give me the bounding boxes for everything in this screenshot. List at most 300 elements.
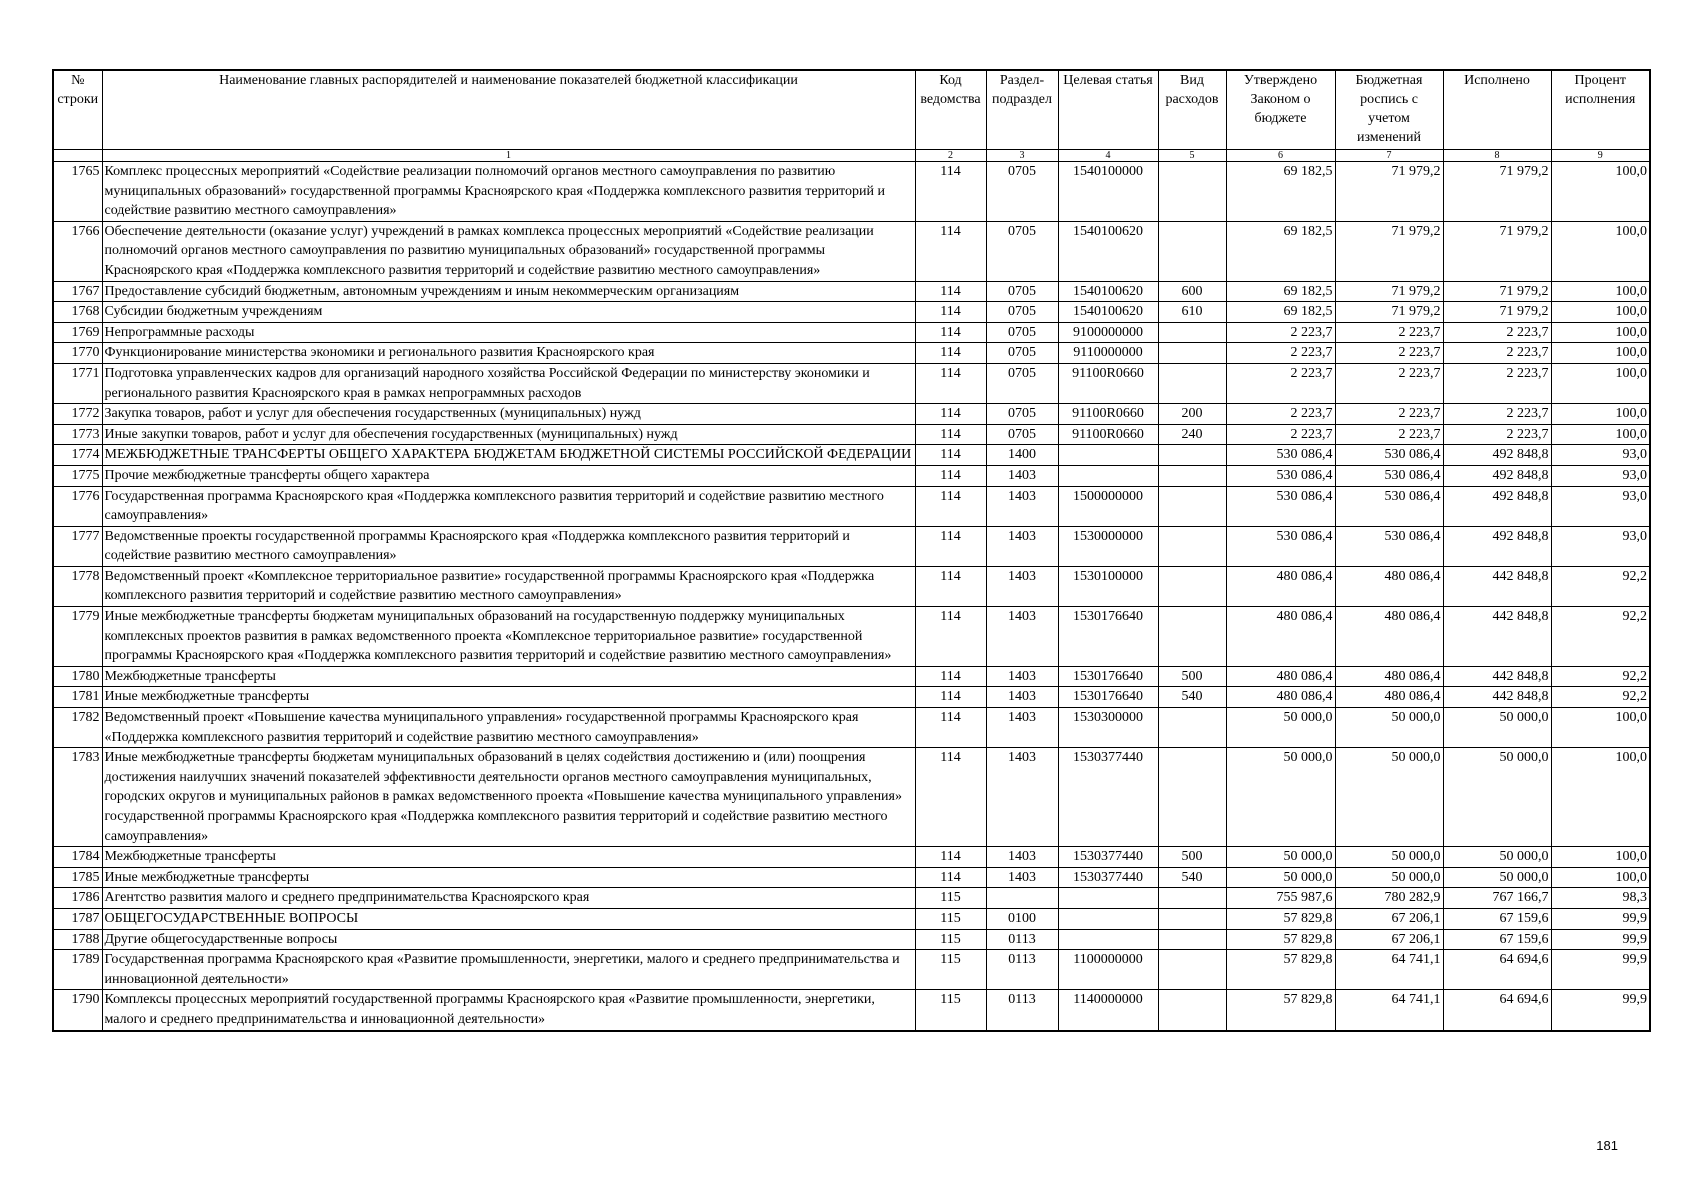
executed-amount: 67 159,6	[1443, 929, 1551, 950]
header-expense-type: Вид расходов	[1158, 70, 1226, 150]
table-row	[53, 666, 1650, 687]
execution-percent: 92,2	[1551, 566, 1650, 606]
approved-amount: 57 829,8	[1226, 908, 1335, 929]
executed-amount: 67 159,6	[1443, 908, 1551, 929]
department-code: 114	[915, 526, 986, 566]
target-article: 1530176640	[1058, 687, 1158, 708]
executed-amount: 442 848,8	[1443, 566, 1551, 606]
section-code: 0705	[986, 322, 1058, 343]
expense-type	[1158, 566, 1226, 606]
section-code: 0705	[986, 302, 1058, 323]
column-number: 3	[986, 150, 1058, 162]
approved-amount: 69 182,5	[1226, 302, 1335, 323]
row-number: 1781	[53, 687, 102, 708]
budget-schedule-amount: 480 086,4	[1335, 566, 1443, 606]
execution-percent: 99,9	[1551, 908, 1650, 929]
expense-type	[1158, 486, 1226, 526]
target-article: 9100000000	[1058, 322, 1158, 343]
expense-type: 200	[1158, 404, 1226, 425]
expense-type	[1158, 465, 1226, 486]
row-number: 1777	[53, 526, 102, 566]
execution-percent: 100,0	[1551, 322, 1650, 343]
row-name: Ведомственный проект «Комплексное территориальное развитие» государственной программы Красноярского края «Поддержка комплексного развития территорий и содействие развитию местного самоуправления»	[102, 566, 915, 606]
expense-type	[1158, 607, 1226, 667]
department-code: 114	[915, 363, 986, 403]
target-article: 1540100620	[1058, 221, 1158, 281]
target-article	[1058, 445, 1158, 466]
budget-schedule-amount: 480 086,4	[1335, 687, 1443, 708]
section-code: 1403	[986, 607, 1058, 667]
target-article: 1530100000	[1058, 566, 1158, 606]
row-number: 1783	[53, 748, 102, 847]
executed-amount: 50 000,0	[1443, 748, 1551, 847]
approved-amount: 69 182,5	[1226, 221, 1335, 281]
row-number: 1780	[53, 666, 102, 687]
target-article: 1530377440	[1058, 847, 1158, 868]
budget-schedule-amount: 67 206,1	[1335, 908, 1443, 929]
approved-amount: 69 182,5	[1226, 281, 1335, 302]
row-number: 1771	[53, 363, 102, 403]
department-code: 114	[915, 708, 986, 748]
target-article: 1530176640	[1058, 607, 1158, 667]
target-article: 1530377440	[1058, 867, 1158, 888]
executed-amount: 64 694,6	[1443, 990, 1551, 1031]
target-article	[1058, 465, 1158, 486]
table-row	[53, 867, 1650, 888]
execution-percent: 93,0	[1551, 465, 1650, 486]
column-number: 8	[1443, 150, 1551, 162]
budget-schedule-amount: 2 223,7	[1335, 404, 1443, 425]
section-code: 0113	[986, 929, 1058, 950]
row-name: Функционирование министерства экономики и регионального развития Красноярского края	[102, 343, 915, 364]
executed-amount: 50 000,0	[1443, 708, 1551, 748]
approved-amount: 50 000,0	[1226, 748, 1335, 847]
header-name: Наименование главных распорядителей и наименование показателей бюджетной классификации	[102, 70, 915, 150]
target-article: 1540100000	[1058, 162, 1158, 222]
row-name: Субсидии бюджетным учреждениям	[102, 302, 915, 323]
execution-percent: 98,3	[1551, 888, 1650, 909]
table-row	[53, 465, 1650, 486]
header-percent: Процент исполнения	[1551, 70, 1650, 150]
department-code: 114	[915, 424, 986, 445]
table-row	[53, 363, 1650, 403]
row-name: Ведомственный проект «Повышение качества муниципального управления» государственной программы Красноярского края «Поддержка комплексного развития территорий и содействие развитию местного самоуправления»	[102, 708, 915, 748]
budget-schedule-amount: 71 979,2	[1335, 281, 1443, 302]
table-row	[53, 424, 1650, 445]
row-number: 1784	[53, 847, 102, 868]
header-target-article: Целевая статья	[1058, 70, 1158, 150]
executed-amount: 2 223,7	[1443, 404, 1551, 425]
expense-type	[1158, 343, 1226, 364]
section-code: 1403	[986, 847, 1058, 868]
table-row	[53, 888, 1650, 909]
execution-percent: 92,2	[1551, 607, 1650, 667]
section-code: 0705	[986, 162, 1058, 222]
row-name: Непрограммные расходы	[102, 322, 915, 343]
row-number: 1788	[53, 929, 102, 950]
section-code: 1403	[986, 465, 1058, 486]
section-code: 0705	[986, 221, 1058, 281]
table-row	[53, 322, 1650, 343]
approved-amount: 2 223,7	[1226, 404, 1335, 425]
header-section: Раздел-подраздел	[986, 70, 1058, 150]
row-number: 1779	[53, 607, 102, 667]
row-name: Ведомственные проекты государственной программы Красноярского края «Поддержка комплексного развития территорий и содействие развитию местного самоуправления»	[102, 526, 915, 566]
expense-type	[1158, 908, 1226, 929]
row-name: Иные межбюджетные трансферты бюджетам муниципальных образований на государственную поддержку муниципальных комплексных проектов развития в рамках ведомственного проекта «Комплексное территориальное развитие» государственной программы Красноярского края «Поддержка комплексного развития территорий и содействие развитию местного самоуправления»	[102, 607, 915, 667]
budget-schedule-amount: 50 000,0	[1335, 748, 1443, 847]
budget-schedule-amount: 480 086,4	[1335, 666, 1443, 687]
executed-amount: 492 848,8	[1443, 445, 1551, 466]
executed-amount: 50 000,0	[1443, 847, 1551, 868]
approved-amount: 57 829,8	[1226, 929, 1335, 950]
approved-amount: 2 223,7	[1226, 322, 1335, 343]
column-number: 7	[1335, 150, 1443, 162]
department-code: 114	[915, 607, 986, 667]
expense-type	[1158, 162, 1226, 222]
row-number: 1773	[53, 424, 102, 445]
budget-schedule-amount: 2 223,7	[1335, 322, 1443, 343]
row-number: 1768	[53, 302, 102, 323]
table-row	[53, 302, 1650, 323]
approved-amount: 2 223,7	[1226, 363, 1335, 403]
row-name: Предоставление субсидий бюджетным, автономным учреждениям и иным некоммерческим организациям	[102, 281, 915, 302]
header-approved: Утверждено Законом о бюджете	[1226, 70, 1335, 150]
table-row	[53, 950, 1650, 990]
execution-percent: 100,0	[1551, 404, 1650, 425]
budget-schedule-amount: 480 086,4	[1335, 607, 1443, 667]
target-article: 9110000000	[1058, 343, 1158, 364]
budget-schedule-amount: 71 979,2	[1335, 162, 1443, 222]
executed-amount: 50 000,0	[1443, 867, 1551, 888]
execution-percent: 100,0	[1551, 847, 1650, 868]
department-code: 114	[915, 445, 986, 466]
approved-amount: 57 829,8	[1226, 950, 1335, 990]
expense-type: 600	[1158, 281, 1226, 302]
approved-amount: 480 086,4	[1226, 607, 1335, 667]
row-number: 1770	[53, 343, 102, 364]
table-row	[53, 343, 1650, 364]
execution-percent: 92,2	[1551, 687, 1650, 708]
executed-amount: 71 979,2	[1443, 302, 1551, 323]
header-row	[53, 70, 1650, 150]
table-row	[53, 162, 1650, 222]
budget-schedule-amount: 780 282,9	[1335, 888, 1443, 909]
section-code	[986, 888, 1058, 909]
approved-amount: 50 000,0	[1226, 867, 1335, 888]
table-row	[53, 566, 1650, 606]
row-name: Подготовка управленческих кадров для организаций народного хозяйства Российской Федерации по министерству экономики и регионального развития Красноярского края в рамках непрограммных расходов	[102, 363, 915, 403]
column-number: 2	[915, 150, 986, 162]
execution-percent: 100,0	[1551, 748, 1650, 847]
executed-amount: 2 223,7	[1443, 343, 1551, 364]
table-row	[53, 281, 1650, 302]
row-number: 1765	[53, 162, 102, 222]
table-row	[53, 990, 1650, 1031]
table-header	[53, 70, 1650, 162]
execution-percent: 100,0	[1551, 281, 1650, 302]
row-number: 1787	[53, 908, 102, 929]
row-name: Комплексы процессных мероприятий государственной программы Красноярского края «Развитие промышленности, энергетики, малого и среднего предпринимательства и инновационной деятельности»	[102, 990, 915, 1031]
budget-schedule-amount: 50 000,0	[1335, 847, 1443, 868]
table-row	[53, 687, 1650, 708]
executed-amount: 492 848,8	[1443, 486, 1551, 526]
table-row	[53, 445, 1650, 466]
target-article	[1058, 908, 1158, 929]
section-code: 1403	[986, 708, 1058, 748]
department-code: 114	[915, 343, 986, 364]
row-name: ОБЩЕГОСУДАРСТВЕННЫЕ ВОПРОСЫ	[102, 908, 915, 929]
executed-amount: 442 848,8	[1443, 666, 1551, 687]
execution-percent: 93,0	[1551, 445, 1650, 466]
executed-amount: 442 848,8	[1443, 607, 1551, 667]
row-number: 1789	[53, 950, 102, 990]
target-article: 1530000000	[1058, 526, 1158, 566]
section-code: 1403	[986, 867, 1058, 888]
approved-amount: 530 086,4	[1226, 526, 1335, 566]
expense-type	[1158, 990, 1226, 1031]
header-executed: Исполнено	[1443, 70, 1551, 150]
table-row	[53, 748, 1650, 847]
row-number: 1775	[53, 465, 102, 486]
department-code: 115	[915, 990, 986, 1031]
section-code: 0705	[986, 281, 1058, 302]
approved-amount: 530 086,4	[1226, 445, 1335, 466]
department-code: 114	[915, 748, 986, 847]
execution-percent: 99,9	[1551, 929, 1650, 950]
row-name: Агентство развития малого и среднего предпринимательства Красноярского края	[102, 888, 915, 909]
table-row	[53, 847, 1650, 868]
approved-amount: 50 000,0	[1226, 708, 1335, 748]
row-number: 1782	[53, 708, 102, 748]
executed-amount: 2 223,7	[1443, 322, 1551, 343]
table-row	[53, 607, 1650, 667]
approved-amount: 480 086,4	[1226, 566, 1335, 606]
target-article: 1140000000	[1058, 990, 1158, 1031]
expense-type	[1158, 748, 1226, 847]
row-name: Межбюджетные трансферты	[102, 847, 915, 868]
row-number: 1774	[53, 445, 102, 466]
section-code: 0705	[986, 424, 1058, 445]
section-code: 1403	[986, 666, 1058, 687]
column-number-row	[53, 150, 1650, 162]
section-code: 1400	[986, 445, 1058, 466]
budget-schedule-amount: 64 741,1	[1335, 990, 1443, 1031]
department-code: 114	[915, 847, 986, 868]
executed-amount: 442 848,8	[1443, 687, 1551, 708]
row-name: МЕЖБЮДЖЕТНЫЕ ТРАНСФЕРТЫ ОБЩЕГО ХАРАКТЕРА БЮДЖЕТАМ БЮДЖЕТНОЙ СИСТЕМЫ РОССИЙСКОЙ ФЕДЕРАЦИИ	[102, 445, 915, 466]
department-code: 114	[915, 162, 986, 222]
execution-percent: 100,0	[1551, 708, 1650, 748]
row-number: 1790	[53, 990, 102, 1031]
expense-type	[1158, 322, 1226, 343]
target-article: 1530176640	[1058, 666, 1158, 687]
department-code: 114	[915, 221, 986, 281]
header-budget-schedule: Бюджетная роспись с учетом изменений	[1335, 70, 1443, 150]
expense-type: 540	[1158, 687, 1226, 708]
target-article: 1100000000	[1058, 950, 1158, 990]
table-row	[53, 221, 1650, 281]
budget-schedule-amount: 530 086,4	[1335, 465, 1443, 486]
approved-amount: 69 182,5	[1226, 162, 1335, 222]
column-number: 6	[1226, 150, 1335, 162]
executed-amount: 492 848,8	[1443, 465, 1551, 486]
expense-type: 500	[1158, 666, 1226, 687]
approved-amount: 50 000,0	[1226, 847, 1335, 868]
approved-amount: 530 086,4	[1226, 486, 1335, 526]
target-article: 1540100620	[1058, 302, 1158, 323]
execution-percent: 99,9	[1551, 950, 1650, 990]
department-code: 115	[915, 950, 986, 990]
budget-schedule-amount: 2 223,7	[1335, 343, 1443, 364]
budget-schedule-amount: 2 223,7	[1335, 424, 1443, 445]
budget-schedule-amount: 67 206,1	[1335, 929, 1443, 950]
approved-amount: 755 987,6	[1226, 888, 1335, 909]
column-number: 1	[102, 150, 915, 162]
department-code: 114	[915, 867, 986, 888]
expense-type	[1158, 221, 1226, 281]
department-code: 114	[915, 666, 986, 687]
table-row	[53, 526, 1650, 566]
budget-schedule-amount: 2 223,7	[1335, 363, 1443, 403]
execution-percent: 100,0	[1551, 363, 1650, 403]
section-code: 0705	[986, 363, 1058, 403]
row-number: 1778	[53, 566, 102, 606]
executed-amount: 492 848,8	[1443, 526, 1551, 566]
expense-type	[1158, 526, 1226, 566]
table-row	[53, 708, 1650, 748]
table-row	[53, 908, 1650, 929]
target-article: 91100R0660	[1058, 424, 1158, 445]
approved-amount: 2 223,7	[1226, 343, 1335, 364]
department-code: 115	[915, 929, 986, 950]
department-code: 114	[915, 322, 986, 343]
target-article	[1058, 888, 1158, 909]
header-department-code: Код ведомства	[915, 70, 986, 150]
row-name: Закупка товаров, работ и услуг для обеспечения государственных (муниципальных) нужд	[102, 404, 915, 425]
approved-amount: 530 086,4	[1226, 465, 1335, 486]
department-code: 114	[915, 302, 986, 323]
execution-percent: 100,0	[1551, 343, 1650, 364]
approved-amount: 480 086,4	[1226, 666, 1335, 687]
execution-percent: 100,0	[1551, 302, 1650, 323]
row-number: 1772	[53, 404, 102, 425]
expense-type	[1158, 888, 1226, 909]
approved-amount: 480 086,4	[1226, 687, 1335, 708]
budget-schedule-amount: 50 000,0	[1335, 708, 1443, 748]
target-article: 1540100620	[1058, 281, 1158, 302]
budget-schedule-amount: 71 979,2	[1335, 221, 1443, 281]
department-code: 114	[915, 687, 986, 708]
target-article: 1530377440	[1058, 748, 1158, 847]
target-article: 1500000000	[1058, 486, 1158, 526]
execution-percent: 100,0	[1551, 424, 1650, 445]
table-row	[53, 486, 1650, 526]
executed-amount: 2 223,7	[1443, 424, 1551, 445]
executed-amount: 767 166,7	[1443, 888, 1551, 909]
department-code: 114	[915, 566, 986, 606]
column-number	[53, 150, 102, 162]
department-code: 114	[915, 281, 986, 302]
execution-percent: 99,9	[1551, 990, 1650, 1031]
table-body	[53, 162, 1650, 1031]
department-code: 114	[915, 404, 986, 425]
execution-percent: 100,0	[1551, 867, 1650, 888]
row-name: Иные межбюджетные трансферты	[102, 867, 915, 888]
expense-type: 540	[1158, 867, 1226, 888]
budget-schedule-amount: 50 000,0	[1335, 867, 1443, 888]
expense-type: 240	[1158, 424, 1226, 445]
execution-percent: 92,2	[1551, 666, 1650, 687]
section-code: 0113	[986, 950, 1058, 990]
row-number: 1776	[53, 486, 102, 526]
budget-schedule-amount: 530 086,4	[1335, 526, 1443, 566]
approved-amount: 57 829,8	[1226, 990, 1335, 1031]
department-code: 115	[915, 908, 986, 929]
section-code: 0113	[986, 990, 1058, 1031]
target-article: 91100R0660	[1058, 363, 1158, 403]
budget-table	[52, 69, 1651, 1032]
section-code: 1403	[986, 526, 1058, 566]
column-number: 9	[1551, 150, 1650, 162]
approved-amount: 2 223,7	[1226, 424, 1335, 445]
execution-percent: 93,0	[1551, 486, 1650, 526]
row-number: 1767	[53, 281, 102, 302]
expense-type	[1158, 708, 1226, 748]
table-row	[53, 929, 1650, 950]
column-number: 5	[1158, 150, 1226, 162]
row-number: 1786	[53, 888, 102, 909]
executed-amount: 71 979,2	[1443, 162, 1551, 222]
executed-amount: 64 694,6	[1443, 950, 1551, 990]
column-number: 4	[1058, 150, 1158, 162]
expense-type: 610	[1158, 302, 1226, 323]
page-number: 181	[1596, 1138, 1618, 1153]
row-number: 1785	[53, 867, 102, 888]
department-code: 115	[915, 888, 986, 909]
expense-type	[1158, 363, 1226, 403]
row-number: 1766	[53, 221, 102, 281]
execution-percent: 93,0	[1551, 526, 1650, 566]
expense-type	[1158, 950, 1226, 990]
row-name: Прочие межбюджетные трансферты общего характера	[102, 465, 915, 486]
row-name: Обеспечение деятельности (оказание услуг) учреждений в рамках комплекса процессных мероприятий «Содействие реализации полномочий органов местного самоуправления по развитию муниципальных образований» государственной программы Красноярского края «Поддержка комплексного развития территорий и содействие развитию местного самоуправления»	[102, 221, 915, 281]
expense-type	[1158, 929, 1226, 950]
target-article: 1530300000	[1058, 708, 1158, 748]
row-name: Иные межбюджетные трансферты бюджетам муниципальных образований в целях содействия достижению и (или) поощрения достижения наилучших значений показателей эффективности деятельности органов местного самоуправления муниципальных, городских округов и муниципальных районов в рамках ведомственного проекта «Повышение качества муниципального управления» государственной программы Красноярского края «Поддержка комплексного развития территорий и содействие развитию местного самоуправления»	[102, 748, 915, 847]
row-number: 1769	[53, 322, 102, 343]
section-code: 1403	[986, 566, 1058, 606]
budget-schedule-amount: 530 086,4	[1335, 445, 1443, 466]
table-row	[53, 404, 1650, 425]
expense-type	[1158, 445, 1226, 466]
row-name: Межбюджетные трансферты	[102, 666, 915, 687]
row-name: Государственная программа Красноярского края «Развитие промышленности, энергетики, малого и среднего предпринимательства и инновационной деятельности»	[102, 950, 915, 990]
section-code: 1403	[986, 687, 1058, 708]
section-code: 1403	[986, 748, 1058, 847]
expense-type: 500	[1158, 847, 1226, 868]
header-row-number: № строки	[53, 70, 102, 150]
row-name: Государственная программа Красноярского края «Поддержка комплексного развития территорий и содействие развитию местного самоуправления»	[102, 486, 915, 526]
row-name: Иные закупки товаров, работ и услуг для обеспечения государственных (муниципальных) нужд	[102, 424, 915, 445]
row-name: Комплекс процессных мероприятий «Содействие реализации полномочий органов местного самоуправления по развитию муниципальных образований» государственной программы Красноярского края «Поддержка комплексного развития территорий и содействие развитию местного самоуправления»	[102, 162, 915, 222]
executed-amount: 2 223,7	[1443, 363, 1551, 403]
section-code: 1403	[986, 486, 1058, 526]
section-code: 0705	[986, 404, 1058, 425]
section-code: 0705	[986, 343, 1058, 364]
section-code: 0100	[986, 908, 1058, 929]
budget-schedule-amount: 530 086,4	[1335, 486, 1443, 526]
